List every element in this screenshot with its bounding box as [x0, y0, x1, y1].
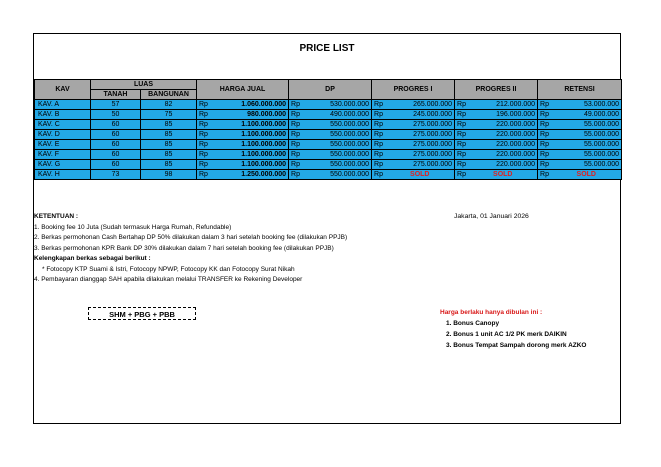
header-luas: LUAS [91, 80, 197, 90]
certificate-stamp: SHM + PBG + PBB [88, 307, 196, 320]
progres-1-cell: 275.000.000 [386, 140, 455, 150]
currency-label: Rp [289, 120, 303, 130]
harga-cell: 1.250.000.000 [209, 170, 289, 180]
currency-label: Rp [289, 150, 303, 160]
kav-cell: KAV. E [35, 140, 91, 150]
currency-label: Rp [372, 140, 386, 150]
progres-2-cell: 220.000.000 [469, 160, 538, 170]
currency-label: Rp [455, 170, 469, 180]
dp-cell: 530.000.000 [303, 100, 372, 110]
header-kav: KAV [35, 80, 91, 100]
currency-label: Rp [538, 170, 552, 180]
bangunan-cell: 85 [141, 140, 197, 150]
currency-label: Rp [455, 160, 469, 170]
table-row [35, 110, 622, 120]
kav-cell: KAV. A [35, 100, 91, 110]
retensi-cell: 55.000.000 [552, 140, 622, 150]
harga-cell: 1.100.000.000 [209, 160, 289, 170]
bangunan-cell: 98 [141, 170, 197, 180]
currency-label: Rp [538, 120, 552, 130]
header-row [35, 80, 622, 90]
tanah-cell: 60 [91, 120, 141, 130]
currency-label: Rp [197, 120, 209, 130]
currency-label: Rp [372, 170, 386, 180]
bangunan-cell: 85 [141, 150, 197, 160]
currency-label: Rp [455, 140, 469, 150]
bangunan-cell: 75 [141, 110, 197, 120]
currency-label: Rp [455, 100, 469, 110]
progres-2-cell: 212.000.000 [469, 100, 538, 110]
progres-2-cell: 220.000.000 [469, 150, 538, 160]
progres-1-cell: 275.000.000 [386, 150, 455, 160]
dp-cell: 550.000.000 [303, 130, 372, 140]
tanah-cell: 60 [91, 140, 141, 150]
currency-label: Rp [197, 150, 209, 160]
bangunan-cell: 85 [141, 120, 197, 130]
currency-label: Rp [455, 150, 469, 160]
tanah-cell: 73 [91, 170, 141, 180]
currency-label: Rp [372, 120, 386, 130]
retensi-cell: 49.000.000 [552, 110, 622, 120]
bonus-item: 1. Bonus Canopy [446, 320, 500, 327]
harga-cell: 1.100.000.000 [209, 140, 289, 150]
table-row [35, 130, 622, 140]
table-row [35, 100, 622, 110]
kav-cell: KAV. D [35, 130, 91, 140]
kav-cell: KAV. C [35, 120, 91, 130]
currency-label: Rp [289, 100, 303, 110]
terms-section [34, 212, 347, 286]
currency-label: Rp [538, 100, 552, 110]
progres-1-cell: 245.000.000 [386, 110, 455, 120]
currency-label: Rp [372, 100, 386, 110]
kav-cell: KAV. H [35, 170, 91, 180]
dp-cell: 490.000.000 [303, 110, 372, 120]
currency-label: Rp [372, 130, 386, 140]
header-harga-jual: HARGA JUAL [197, 80, 289, 100]
header-bangunan: BANGUNAN [141, 90, 197, 100]
term-item: 1. Booking fee 10 Juta (Sudah termasuk Harga Rumah, Refundable) [34, 223, 232, 231]
tanah-cell: 57 [91, 100, 141, 110]
term-item: 3. Berkas permohonan KPR Bank DP 30% dilakukan dalam 7 hari setelah booking fee (dilakukan PPJB) [34, 244, 334, 252]
currency-label: Rp [455, 130, 469, 140]
retensi-cell: 55.000.000 [552, 130, 622, 140]
harga-cell: 980.000.000 [209, 110, 289, 120]
tanah-cell: 60 [91, 160, 141, 170]
kav-cell: KAV. F [35, 150, 91, 160]
tanah-cell: 60 [91, 150, 141, 160]
currency-label: Rp [538, 140, 552, 150]
header-progres-1: PROGRES I [372, 80, 455, 100]
bonus-section [440, 307, 587, 351]
kav-cell: KAV. B [35, 110, 91, 120]
currency-label: Rp [289, 130, 303, 140]
progres-2-cell: 220.000.000 [469, 140, 538, 150]
currency-label: Rp [197, 170, 209, 180]
price-table [34, 79, 622, 180]
currency-label: Rp [538, 130, 552, 140]
header-progres-2: PROGRES II [455, 80, 538, 100]
progres-1-cell: 275.000.000 [386, 120, 455, 130]
header-dp: DP [289, 80, 372, 100]
harga-cell: 1.060.000.000 [209, 100, 289, 110]
sold-label: SOLD [552, 170, 622, 180]
bonus-heading: Harga berlaku hanya dibulan ini : [440, 309, 543, 316]
progres-2-cell: 220.000.000 [469, 130, 538, 140]
table-row [35, 150, 622, 160]
harga-cell: 1.100.000.000 [209, 130, 289, 140]
documents-list: * Fotocopy KTP Suami & Istri, Fotocopy NPWP, Fotocopy KK dan Fotocopy Surat Nikah [42, 265, 295, 273]
tanah-cell: 50 [91, 110, 141, 120]
retensi-cell: 55.000.000 [552, 150, 622, 160]
currency-label: Rp [289, 160, 303, 170]
bangunan-cell: 82 [141, 100, 197, 110]
dp-cell: 550.000.000 [303, 120, 372, 130]
dp-cell: 550.000.000 [303, 150, 372, 160]
currency-label: Rp [372, 150, 386, 160]
terms-heading: KETENTUAN : [34, 213, 79, 220]
sold-label: SOLD [386, 170, 455, 180]
progres-2-cell: 220.000.000 [469, 120, 538, 130]
harga-cell: 1.100.000.000 [209, 120, 289, 130]
table-row [35, 160, 622, 170]
currency-label: Rp [197, 110, 209, 120]
price-list-frame [33, 33, 621, 424]
progres-1-cell: 265.000.000 [386, 100, 455, 110]
bangunan-cell: 85 [141, 160, 197, 170]
currency-label: Rp [455, 120, 469, 130]
dp-cell: 550.000.000 [303, 160, 372, 170]
currency-label: Rp [372, 160, 386, 170]
retensi-cell: 53.000.000 [552, 100, 622, 110]
retensi-cell: 55.000.000 [552, 120, 622, 130]
kav-cell: KAV. G [35, 160, 91, 170]
header-tanah: TANAH [91, 90, 141, 100]
currency-label: Rp [538, 110, 552, 120]
retensi-cell: 55.000.000 [552, 160, 622, 170]
harga-cell: 1.100.000.000 [209, 150, 289, 160]
table-row [35, 120, 622, 130]
table-row [35, 140, 622, 150]
term-item: 4. Pembayaran dianggap SAH apabila dilakukan melalui TRANSFER ke Rekening Developer [34, 276, 303, 283]
currency-label: Rp [455, 110, 469, 120]
tanah-cell: 60 [91, 130, 141, 140]
progres-1-cell: 275.000.000 [386, 130, 455, 140]
bonus-item: 2. Bonus 1 unit AC 1/2 PK merk DAIKIN [446, 331, 567, 338]
progres-1-cell: 275.000.000 [386, 160, 455, 170]
header-retensi: RETENSI [538, 80, 622, 100]
page-title: PRICE LIST [299, 43, 355, 54]
dp-cell: 550.000.000 [303, 140, 372, 150]
progres-2-cell: 196.000.000 [469, 110, 538, 120]
dp-cell: 550.000.000 [303, 170, 372, 180]
currency-label: Rp [372, 110, 386, 120]
currency-label: Rp [538, 150, 552, 160]
currency-label: Rp [538, 160, 552, 170]
sold-label: SOLD [469, 170, 538, 180]
currency-label: Rp [197, 100, 209, 110]
document-date: Jakarta, 01 Januari 2026 [454, 213, 529, 220]
currency-label: Rp [197, 160, 209, 170]
currency-label: Rp [289, 140, 303, 150]
currency-label: Rp [197, 140, 209, 150]
bonus-item: 3. Bonus Tempat Sampah dorong merk AZKO [446, 342, 587, 349]
term-item: 2. Berkas permohonan Cash Bertahap DP 50% dilakukan dalam 3 hari setelah booking fee (dilakukan PPJB) [34, 234, 348, 241]
currency-label: Rp [197, 130, 209, 140]
bangunan-cell: 85 [141, 130, 197, 140]
currency-label: Rp [289, 110, 303, 120]
table-row [35, 170, 622, 180]
currency-label: Rp [289, 170, 303, 180]
documents-heading: Kelengkapan berkas sebagai berikut : [34, 255, 151, 262]
